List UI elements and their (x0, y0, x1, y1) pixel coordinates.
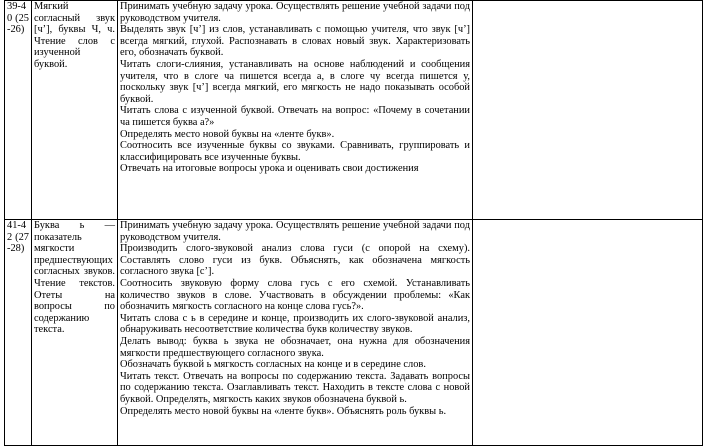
activity-line: Производить слого-звуковой анализ слова гуси (с опорой на схему). Составлять слово гуси из букв. Объяснять, как обозначена мягкость согласного звука [с’]. (120, 243, 470, 278)
activity-line: Читать текст. Отвечать на вопросы по содержанию текста. Задавать вопросы по содержанию текста. Озаглавливать текст. Находить в тексте слова с новой буквой. Определять, мягкость каких звуков обозначена буквой ь. (120, 370, 470, 405)
empty-cell (473, 1, 703, 220)
activity-line: Обозначать буквой ь мягкость согласных на конце и в середине слов. (120, 359, 426, 371)
empty-cell (473, 220, 703, 446)
lesson-number: 39-40 (25-26) (5, 1, 32, 220)
table-row (5, 1, 703, 220)
activity-line: Определять место новой буквы на «ленте букв». Объяснять роль буквы ь. (120, 405, 447, 417)
lesson-topic: Буква ь — показатель мягкости предшествующих согласных звуков. Чтение текстов. Отеты на вопросы по содержанию текста. (32, 220, 118, 446)
activity-line: Соотносить звуковую форму слова гусь с его схемой. Устанавливать количество звуков в слове. Участвовать в обсуждении проблемы: «Как обозначить мягкость согласного на конце слова гусь?». (120, 277, 470, 313)
lesson-number: 41-42 (27-28) (5, 220, 32, 446)
activity-line: Читать слова с ь в середине и конце, производить их слого-звуковой анализ, обнаруживать несоответствие количества букв количеству звуков. (120, 312, 470, 336)
table-row (5, 220, 703, 446)
lesson-plan-table (4, 0, 703, 446)
activity-line: Читать слоги-слияния, устанавливать на основе наблюдений и сообщения учителя, что в слоге ча пишется всегда а, в слоге чу всегда пишется у, поскольку звук [ч’] всегда мягкий, его мягкость не надо показывать особой буквой. (120, 58, 470, 105)
lesson-topic: Мягкий согласный звук [ч’], буквы Ч, ч. Чтение слов с изученной буквой. (32, 1, 118, 220)
activity-line: Принимать учебную задачу урока. Осуществлять решение учебной задачи под руководством учителя. (120, 1, 470, 24)
activity-line: Принимать учебную задачу урока. Осуществлять решение учебной задачи под руководством учителя. (120, 220, 470, 243)
activity-line: Определять место новой буквы на «ленте букв». (120, 128, 335, 140)
activity-line: Делать вывод: буква ь звука не обозначает, она нужна для обозначения мягкости предшествующего согласного звука. (120, 335, 470, 359)
activity-line: Читать слова с изученной буквой. Отвечать на вопрос: «Почему в сочетании ча пишется буква а?» (120, 105, 470, 128)
activity-line: Соотносить все изученные буквы со звуками. Сравнивать, группировать и классифицировать все изученные буквы. (120, 140, 470, 163)
lesson-activities (118, 1, 473, 220)
lesson-activities (118, 220, 473, 446)
activity-line: Выделять звук [ч’] из слов, устанавливать с помощью учителя, что звук [ч’] всегда мягкий, глухой. Распознавать в словах новый звук. Характеризовать его, обозначать буквой. (120, 24, 470, 59)
activity-line: Отвечать на итоговые вопросы урока и оценивать свои достижения (120, 163, 419, 175)
